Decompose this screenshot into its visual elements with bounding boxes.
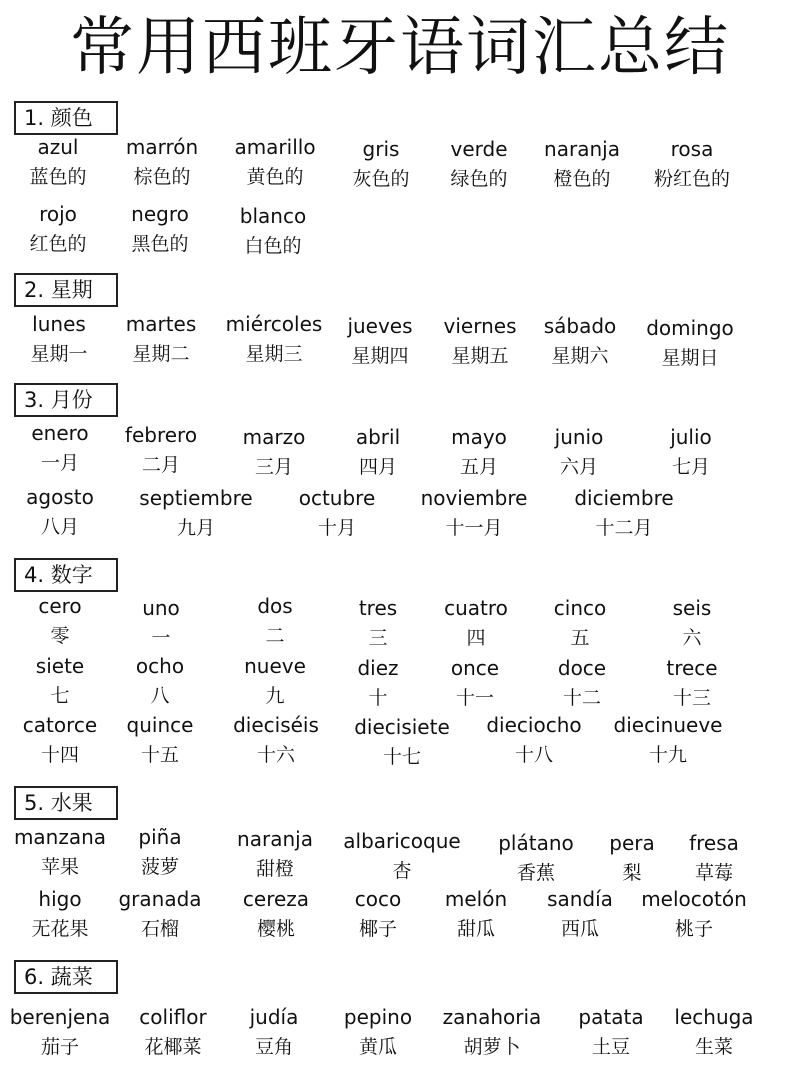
chinese-translation: 香蕉 <box>516 862 555 884</box>
spanish-word: naranja <box>237 827 313 851</box>
chinese-translation: 八月 <box>40 516 79 538</box>
spanish-word: rojo <box>39 202 77 226</box>
chinese-translation: 十月 <box>317 517 356 539</box>
spanish-word: dieciocho <box>486 713 582 737</box>
spanish-word: dieciséis <box>233 713 319 737</box>
vocab-item <box>624 887 764 941</box>
spanish-word: marzo <box>242 425 306 449</box>
chinese-translation: 三月 <box>254 456 293 478</box>
chinese-translation: 九 <box>265 685 285 707</box>
vocab-item <box>267 486 407 540</box>
spanish-word: junio <box>554 425 604 449</box>
spanish-word: negro <box>131 202 189 226</box>
spanish-word: julio <box>670 425 712 449</box>
chinese-translation: 十三 <box>672 687 711 709</box>
chinese-translation: 粉红色的 <box>653 168 730 190</box>
spanish-word: mayo <box>451 425 507 449</box>
spanish-word: cereza <box>242 887 310 911</box>
vocab-item <box>554 486 694 540</box>
chinese-translation: 绿色的 <box>450 168 508 190</box>
chinese-translation: 茄子 <box>40 1036 79 1058</box>
spanish-word: pepino <box>343 1005 413 1029</box>
spanish-word: nueve <box>244 654 306 678</box>
chinese-translation: 黄瓜 <box>358 1036 397 1058</box>
spanish-word: abril <box>355 425 401 449</box>
chinese-translation: 棕色的 <box>133 166 191 188</box>
chinese-translation: 桃子 <box>674 918 713 940</box>
spanish-word: plátano <box>498 831 574 855</box>
chinese-translation: 生菜 <box>694 1036 733 1058</box>
vocab-item <box>598 713 738 767</box>
spanish-word: quince <box>126 713 194 737</box>
chinese-translation: 星期六 <box>551 345 609 367</box>
chinese-translation: 红色的 <box>29 233 87 255</box>
spanish-word: dos <box>257 594 293 618</box>
chinese-translation: 星期四 <box>351 345 409 367</box>
section-heading: 4. 数字 <box>14 558 118 592</box>
chinese-translation: 七月 <box>671 456 710 478</box>
vocab-item <box>622 656 762 710</box>
chinese-translation: 五 <box>570 627 590 649</box>
spanish-word: domingo <box>646 316 734 340</box>
spanish-word: noviembre <box>420 486 528 510</box>
spanish-word: doce <box>557 656 607 680</box>
vocab-item <box>203 204 343 258</box>
spanish-word: higo <box>38 887 82 911</box>
spanish-word: siete <box>35 654 85 678</box>
chinese-translation: 胡萝卜 <box>463 1036 521 1058</box>
spanish-word: miércoles <box>225 312 323 336</box>
spanish-word: diecisiete <box>354 715 450 739</box>
chinese-translation: 蓝色的 <box>29 166 87 188</box>
chinese-translation: 一 <box>151 627 171 649</box>
spanish-word: febrero <box>124 423 198 447</box>
chinese-translation: 甜橙 <box>255 858 294 880</box>
chinese-translation: 星期五 <box>451 345 509 367</box>
spanish-word: martes <box>125 312 197 336</box>
spanish-word: octubre <box>298 486 376 510</box>
spanish-word: azul <box>37 135 79 159</box>
spanish-word: enero <box>31 421 89 445</box>
chinese-translation: 十九 <box>648 744 687 766</box>
spanish-word: lechuga <box>674 1005 754 1029</box>
chinese-translation: 椰子 <box>358 918 397 940</box>
spanish-word: diciembre <box>574 486 674 510</box>
spanish-word: pera <box>609 831 655 855</box>
chinese-translation: 二 <box>265 625 285 647</box>
spanish-word: albaricoque <box>343 829 461 853</box>
chinese-translation: 十 <box>368 687 388 709</box>
spanish-word: piña <box>138 825 182 849</box>
chinese-translation: 花椰菜 <box>144 1036 202 1058</box>
chinese-translation: 六月 <box>559 456 598 478</box>
chinese-translation: 无花果 <box>31 918 89 940</box>
chinese-translation: 甜瓜 <box>456 918 495 940</box>
chinese-translation: 五月 <box>459 456 498 478</box>
chinese-translation: 十八 <box>514 744 553 766</box>
chinese-translation: 杏 <box>392 860 412 882</box>
vocab-item <box>620 316 760 370</box>
chinese-translation: 星期二 <box>132 343 190 365</box>
chinese-translation: 十五 <box>140 744 179 766</box>
spanish-word: sábado <box>543 314 617 338</box>
chinese-translation: 十二月 <box>595 517 653 539</box>
chinese-translation: 星期一 <box>30 343 88 365</box>
chinese-translation: 橙色的 <box>553 168 611 190</box>
spanish-word: ocho <box>135 654 185 678</box>
chinese-translation: 西瓜 <box>560 918 599 940</box>
chinese-translation: 十二 <box>562 687 601 709</box>
spanish-word: once <box>450 656 500 680</box>
chinese-translation: 苹果 <box>40 856 79 878</box>
chinese-translation: 十六 <box>256 744 295 766</box>
chinese-translation: 黑色的 <box>131 233 189 255</box>
chinese-translation: 灰色的 <box>352 168 410 190</box>
chinese-translation: 梨 <box>622 862 642 884</box>
spanish-word: tres <box>358 596 398 620</box>
spanish-word: marrón <box>125 135 199 159</box>
vocab-item <box>126 486 266 540</box>
spanish-word: jueves <box>347 314 413 338</box>
chinese-translation: 十七 <box>382 746 421 768</box>
spanish-word: trece <box>666 656 718 680</box>
page-title: 常用西班牙语词汇总结 <box>70 11 730 85</box>
chinese-translation: 一月 <box>40 452 79 474</box>
section-heading: 2. 星期 <box>14 273 118 307</box>
spanish-word: gris <box>362 137 400 161</box>
spanish-word: manzana <box>13 825 107 849</box>
chinese-translation: 零 <box>50 625 70 647</box>
vocab-item <box>206 713 346 767</box>
chinese-translation: 星期日 <box>661 347 719 369</box>
spanish-word: melocotón <box>641 887 747 911</box>
chinese-translation: 白色的 <box>244 235 302 257</box>
chinese-translation: 草莓 <box>694 862 733 884</box>
chinese-translation: 六 <box>682 627 702 649</box>
chinese-translation: 黄色的 <box>246 166 304 188</box>
chinese-translation: 十一 <box>455 687 494 709</box>
chinese-translation: 星期三 <box>245 343 303 365</box>
spanish-word: fresa <box>689 831 739 855</box>
vocab-item <box>622 137 762 191</box>
vocab-item <box>332 829 472 883</box>
spanish-word: verde <box>450 137 508 161</box>
vocab-item <box>622 596 762 650</box>
spanish-word: blanco <box>239 204 307 228</box>
vocab-item <box>332 715 472 769</box>
vocab-item <box>644 1005 784 1059</box>
chinese-translation: 豆角 <box>254 1036 293 1058</box>
section-heading: 1. 颜色 <box>14 101 118 135</box>
spanish-word: judía <box>249 1005 299 1029</box>
spanish-word: septiembre <box>139 486 253 510</box>
spanish-word: diecinueve <box>613 713 723 737</box>
chinese-translation: 樱桃 <box>256 918 295 940</box>
spanish-word: seis <box>672 596 712 620</box>
chinese-translation: 三 <box>368 627 388 649</box>
spanish-word: cero <box>38 594 82 618</box>
vocab-item <box>205 827 345 881</box>
chinese-translation: 四 <box>466 627 486 649</box>
spanish-word: agosto <box>26 485 94 509</box>
spanish-word: viernes <box>443 314 517 338</box>
spanish-word: patata <box>578 1005 644 1029</box>
spanish-word: melón <box>444 887 508 911</box>
spanish-word: rosa <box>670 137 714 161</box>
chinese-translation: 石榴 <box>140 918 179 940</box>
spanish-word: catorce <box>22 713 98 737</box>
spanish-word: cinco <box>553 596 607 620</box>
chinese-translation: 二月 <box>141 454 180 476</box>
spanish-word: uno <box>142 596 180 620</box>
spanish-word: lunes <box>32 312 86 336</box>
spanish-word: coco <box>354 887 402 911</box>
chinese-translation: 九月 <box>176 517 215 539</box>
chinese-translation: 土豆 <box>591 1036 630 1058</box>
vocab-item <box>0 485 130 539</box>
spanish-word: naranja <box>544 137 620 161</box>
section-heading: 5. 水果 <box>14 786 118 820</box>
chinese-translation: 八 <box>150 685 170 707</box>
vocab-item <box>621 425 761 479</box>
spanish-word: berenjena <box>9 1005 111 1029</box>
chinese-translation: 十四 <box>40 744 79 766</box>
spanish-word: sandía <box>547 887 613 911</box>
chinese-translation: 十一月 <box>445 517 503 539</box>
vocab-item <box>404 486 544 540</box>
section-heading: 3. 月份 <box>14 383 118 417</box>
section-heading: 6. 蔬菜 <box>14 960 118 994</box>
vocab-item <box>644 831 784 885</box>
spanish-word: coliflor <box>139 1005 207 1029</box>
chinese-translation: 七 <box>50 685 70 707</box>
spanish-word: cuatro <box>444 596 508 620</box>
spanish-word: zanahoria <box>442 1005 542 1029</box>
spanish-word: amarillo <box>234 135 316 159</box>
spanish-word: granada <box>118 887 202 911</box>
spanish-word: diez <box>357 656 399 680</box>
chinese-translation: 四月 <box>358 456 397 478</box>
chinese-translation: 菠萝 <box>140 856 179 878</box>
vocab-item <box>464 713 604 767</box>
